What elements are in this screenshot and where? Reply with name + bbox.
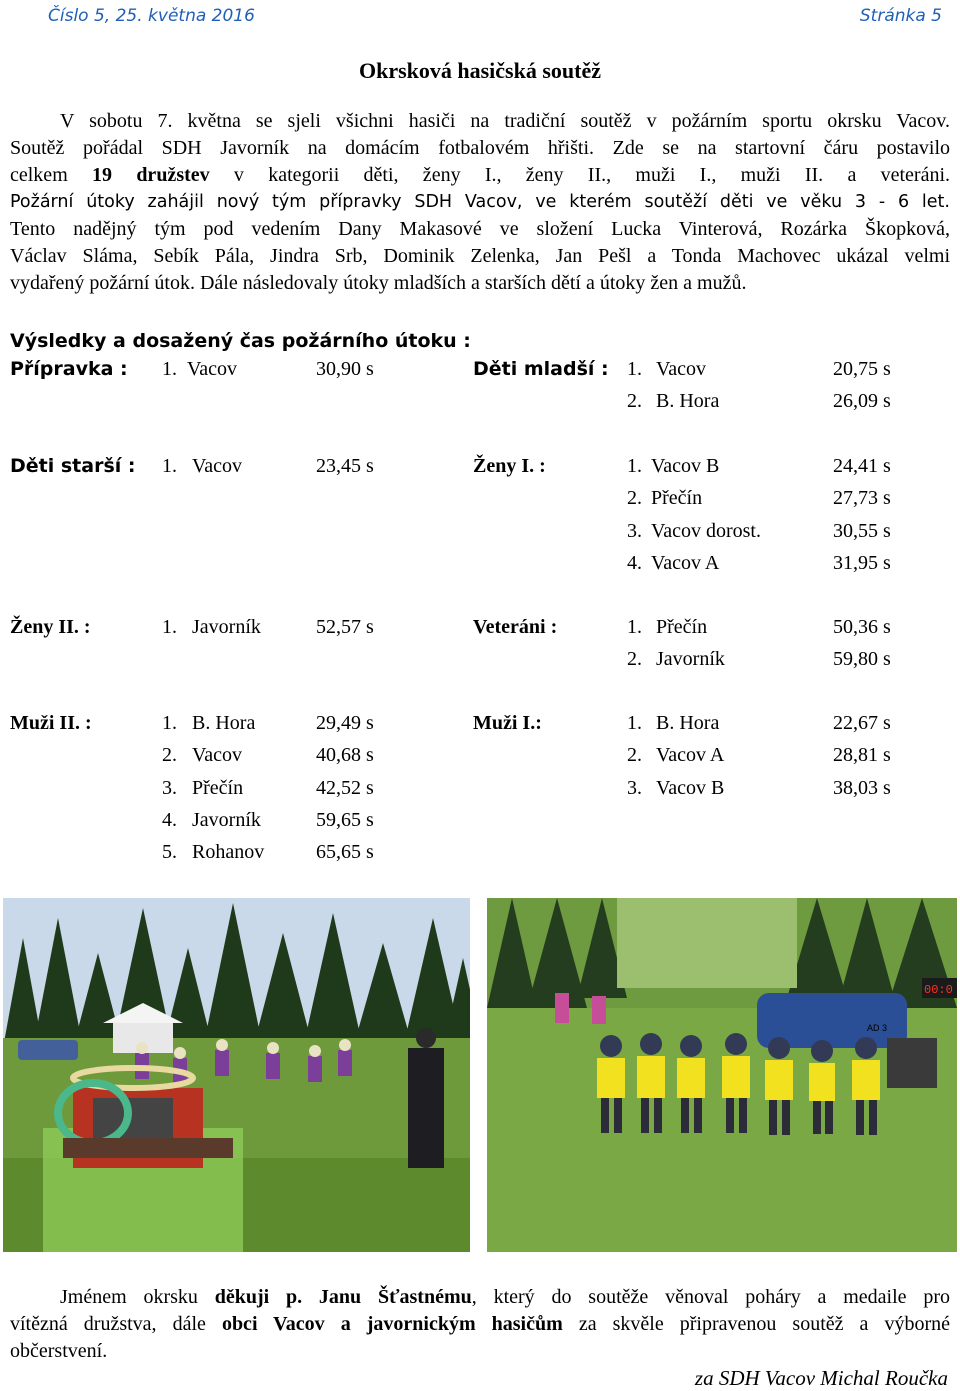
result-rank: 3. bbox=[162, 776, 177, 799]
result-team: Vacov bbox=[192, 744, 242, 767]
result-team: B. Hora bbox=[192, 712, 256, 734]
result-time: 30,55 s bbox=[833, 519, 891, 542]
result-team: Rohanov bbox=[192, 841, 265, 864]
signature: za SDH Vacov Michal Roučka bbox=[694, 1366, 948, 1390]
thanks-person: děkuji p. Janu Šťastnému bbox=[214, 1286, 472, 1308]
result-rank: 1. bbox=[627, 358, 642, 380]
result-team: Vacov A bbox=[651, 551, 720, 574]
category-label-pripravka: Přípravka : bbox=[10, 358, 128, 380]
result-time: 42,52 s bbox=[316, 776, 374, 799]
category-label-zeny1: Ženy I. : bbox=[473, 455, 546, 477]
result-rank: 1. bbox=[162, 712, 177, 734]
result-rank: 1. bbox=[162, 455, 177, 477]
body-line-1: V sobotu 7. května se sjeli všichni hasiči na tradiční soutěž v požárním sportu okrsku Vacov. bbox=[60, 110, 950, 132]
category-label-deti_mladsi: Děti mladší : bbox=[473, 358, 609, 380]
category-label-muzi2: Muži II. : bbox=[10, 712, 92, 734]
result-rank: 2. bbox=[627, 648, 642, 671]
timer-display: 00:0 bbox=[924, 983, 953, 997]
result-team: Vacov bbox=[187, 358, 237, 380]
result-team: B. Hora bbox=[656, 390, 720, 413]
category-label-zeny2: Ženy II. : bbox=[10, 616, 91, 638]
result-rank: 1. bbox=[627, 616, 642, 638]
result-rank: 1. bbox=[627, 712, 642, 734]
result-time: 38,03 s bbox=[833, 776, 891, 799]
category-label-muzi1: Muži I.: bbox=[473, 712, 542, 734]
result-time: 52,57 s bbox=[316, 616, 374, 638]
result-team: Vacov B bbox=[651, 455, 720, 477]
result-rank: 4. bbox=[627, 551, 642, 574]
body-line-7: vydařený požární útok. Dále následovaly útoky mladších a starších dětí a útoky žen a mužů. bbox=[10, 272, 747, 294]
result-time: 59,80 s bbox=[833, 648, 891, 671]
result-time: 40,68 s bbox=[316, 744, 374, 767]
body-line-6: Václav Sláma, Sebík Pála, Jindra Srb, Dominik Zelenka, Jan Pešl a Tonda Machovec ukázal velmi bbox=[10, 245, 950, 267]
car-plate: AD 3 bbox=[867, 1023, 888, 1033]
result-team: Vacov bbox=[656, 358, 706, 380]
category-label-deti_starsi: Děti starší : bbox=[10, 455, 136, 477]
category-label-veterani: Veteráni : bbox=[473, 616, 558, 638]
results-heading: Výsledky a dosažený čas požárního útoku : bbox=[10, 330, 471, 352]
result-team: Vacov bbox=[192, 455, 242, 477]
teams-word: družstev bbox=[136, 164, 210, 186]
result-time: 31,95 s bbox=[833, 551, 891, 574]
result-time: 28,81 s bbox=[833, 744, 891, 767]
result-rank: 2. bbox=[627, 390, 642, 413]
result-rank: 1. bbox=[627, 455, 642, 477]
result-team: Vacov dorost. bbox=[651, 519, 761, 542]
result-team: Vacov B bbox=[656, 776, 725, 799]
result-team: B. Hora bbox=[656, 712, 720, 734]
article-body bbox=[10, 108, 950, 297]
body-line-5: Tento nadějný tým pod vedením Dany Makasové ve složení Lucka Vinterová, Rozárka Škopková, bbox=[10, 218, 950, 240]
result-time: 50,36 s bbox=[833, 616, 891, 638]
result-time: 24,41 s bbox=[833, 455, 891, 477]
result-time: 30,90 s bbox=[316, 358, 374, 380]
result-time: 65,65 s bbox=[316, 841, 374, 864]
result-time: 22,67 s bbox=[833, 712, 891, 734]
result-team: Přečín bbox=[192, 776, 244, 799]
result-rank: 5. bbox=[162, 841, 177, 864]
result-time: 27,73 s bbox=[833, 487, 891, 510]
body-line-3: celkem 19 družstev v kategorii děti, ženy I., ženy II., muži I., muži II. a veteráni. bbox=[10, 164, 951, 186]
result-time: 59,65 s bbox=[316, 808, 374, 831]
result-rank: 4. bbox=[162, 808, 177, 831]
thanks-paragraph: Jménem okrsku děkuji p. Janu Šťastnému, který do soutěže věnoval poháry a medaile pro vítězná družstva, dále obci Vacov a javornickým hasičům za skvěle připravenou soutěž a výborné občerstvení. bbox=[10, 1286, 951, 1362]
result-rank: 2. bbox=[627, 487, 642, 510]
result-rank: 1. bbox=[162, 616, 177, 638]
result-rank: 3. bbox=[627, 776, 642, 799]
result-time: 26,09 s bbox=[833, 390, 891, 413]
result-rank: 2. bbox=[162, 744, 177, 767]
result-time: 23,45 s bbox=[316, 455, 374, 477]
thanks-organizers: obci Vacov a javornickým hasičům bbox=[221, 1313, 563, 1335]
result-time: 20,75 s bbox=[833, 358, 891, 380]
result-rank: 1. bbox=[162, 358, 177, 380]
result-team: Vacov A bbox=[656, 744, 725, 767]
result-time: 29,49 s bbox=[316, 712, 374, 734]
page-number: Stránka 5 bbox=[859, 6, 942, 26]
result-team: Přečín bbox=[656, 616, 708, 638]
body-line-2: Soutěž pořádal SDH Javorník na domácím fotbalovém hřišti. Zde se na startovní čáru postavilo bbox=[10, 137, 950, 159]
issue-date: Číslo 5, 25. května 2016 bbox=[48, 6, 255, 26]
photo-fire-attack bbox=[3, 898, 470, 1252]
result-team: Javorník bbox=[192, 808, 261, 831]
photo-children-team bbox=[487, 898, 957, 1252]
result-rank: 3. bbox=[627, 519, 642, 542]
result-team: Javorník bbox=[192, 616, 261, 638]
team-count: 19 bbox=[92, 164, 113, 186]
result-team: Javorník bbox=[656, 648, 725, 671]
article-title: Okrsková hasičská soutěž bbox=[358, 58, 602, 83]
body-line-4: Požární útoky zahájil nový tým přípravky SDH Vacov, ve kterém soutěží děti ve věku 3 - 6 let. bbox=[10, 192, 950, 212]
result-rank: 2. bbox=[627, 744, 642, 767]
result-team: Přečín bbox=[651, 487, 703, 510]
